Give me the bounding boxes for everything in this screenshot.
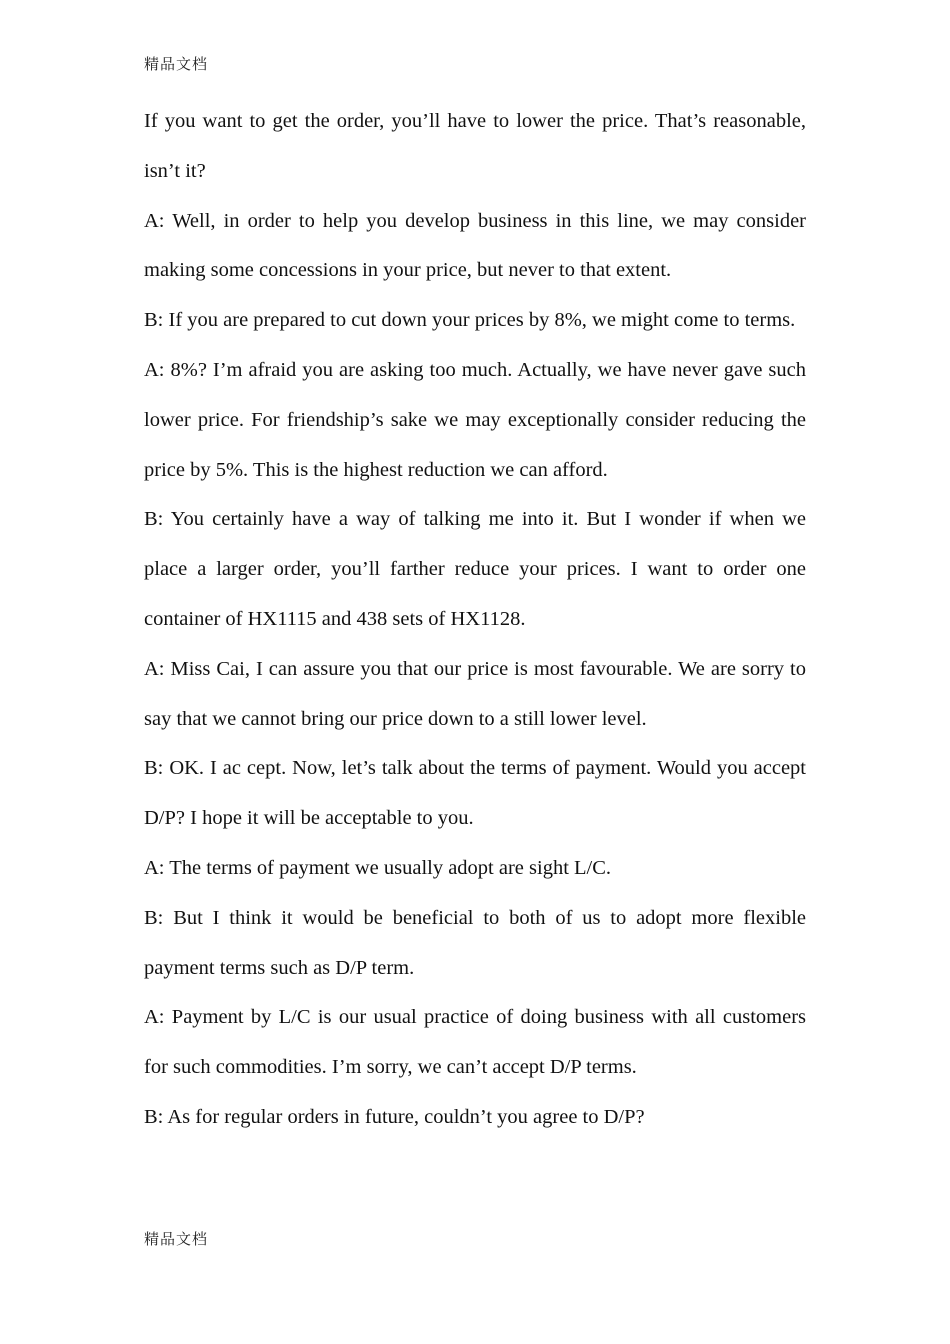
paragraph: B: You certainly have a way of talking me into it. But I wonder if when we place a larger order, you’ll farther reduce your prices. I want to order one container of HX1115 and 438 sets of HX1128.: [144, 508, 806, 630]
paragraph: If you want to get the order, you’ll have to lower the price. That’s reasonable, isn’t it?: [144, 110, 806, 182]
paragraph: A: Well, in order to help you develop business in this line, we may consider making some concessions in your price, but never to that extent.: [144, 209, 806, 282]
paragraph: A: 8%? I’m afraid you are asking too much. Actually, we have never gave such lower price. For friendship’s sake we may exceptionally consider reducing the price by 5%. This is the highest reduction we can afford.: [144, 358, 806, 481]
page-header: 精品文档: [144, 55, 209, 73]
paragraph: B: OK. I ac cept. Now, let’s talk about the terms of payment. Would you accept D/P? I hope it will be acceptable to you.: [144, 757, 806, 830]
paragraph: A: Payment by L/C is our usual practice of doing business with all customers for such commodities. I’m sorry, we can’t accept D/P terms.: [144, 1006, 806, 1079]
document-body: [144, 97, 806, 1143]
paragraph: A: Miss Cai, I can assure you that our price is most favourable. We are sorry to say that we cannot bring our price down to a still lower level.: [144, 657, 806, 730]
page-footer: 精品文档: [144, 1230, 209, 1248]
paragraph: B: But I think it would be beneficial to both of us to adopt more flexible payment terms such as D/P term.: [144, 906, 806, 979]
paragraph: B: If you are prepared to cut down your prices by 8%, we might come to terms.: [144, 309, 796, 332]
paragraph: A: The terms of payment we usually adopt are sight L/C.: [144, 856, 612, 879]
paragraph: B: As for regular orders in future, couldn’t you agree to D/P?: [144, 1105, 645, 1128]
